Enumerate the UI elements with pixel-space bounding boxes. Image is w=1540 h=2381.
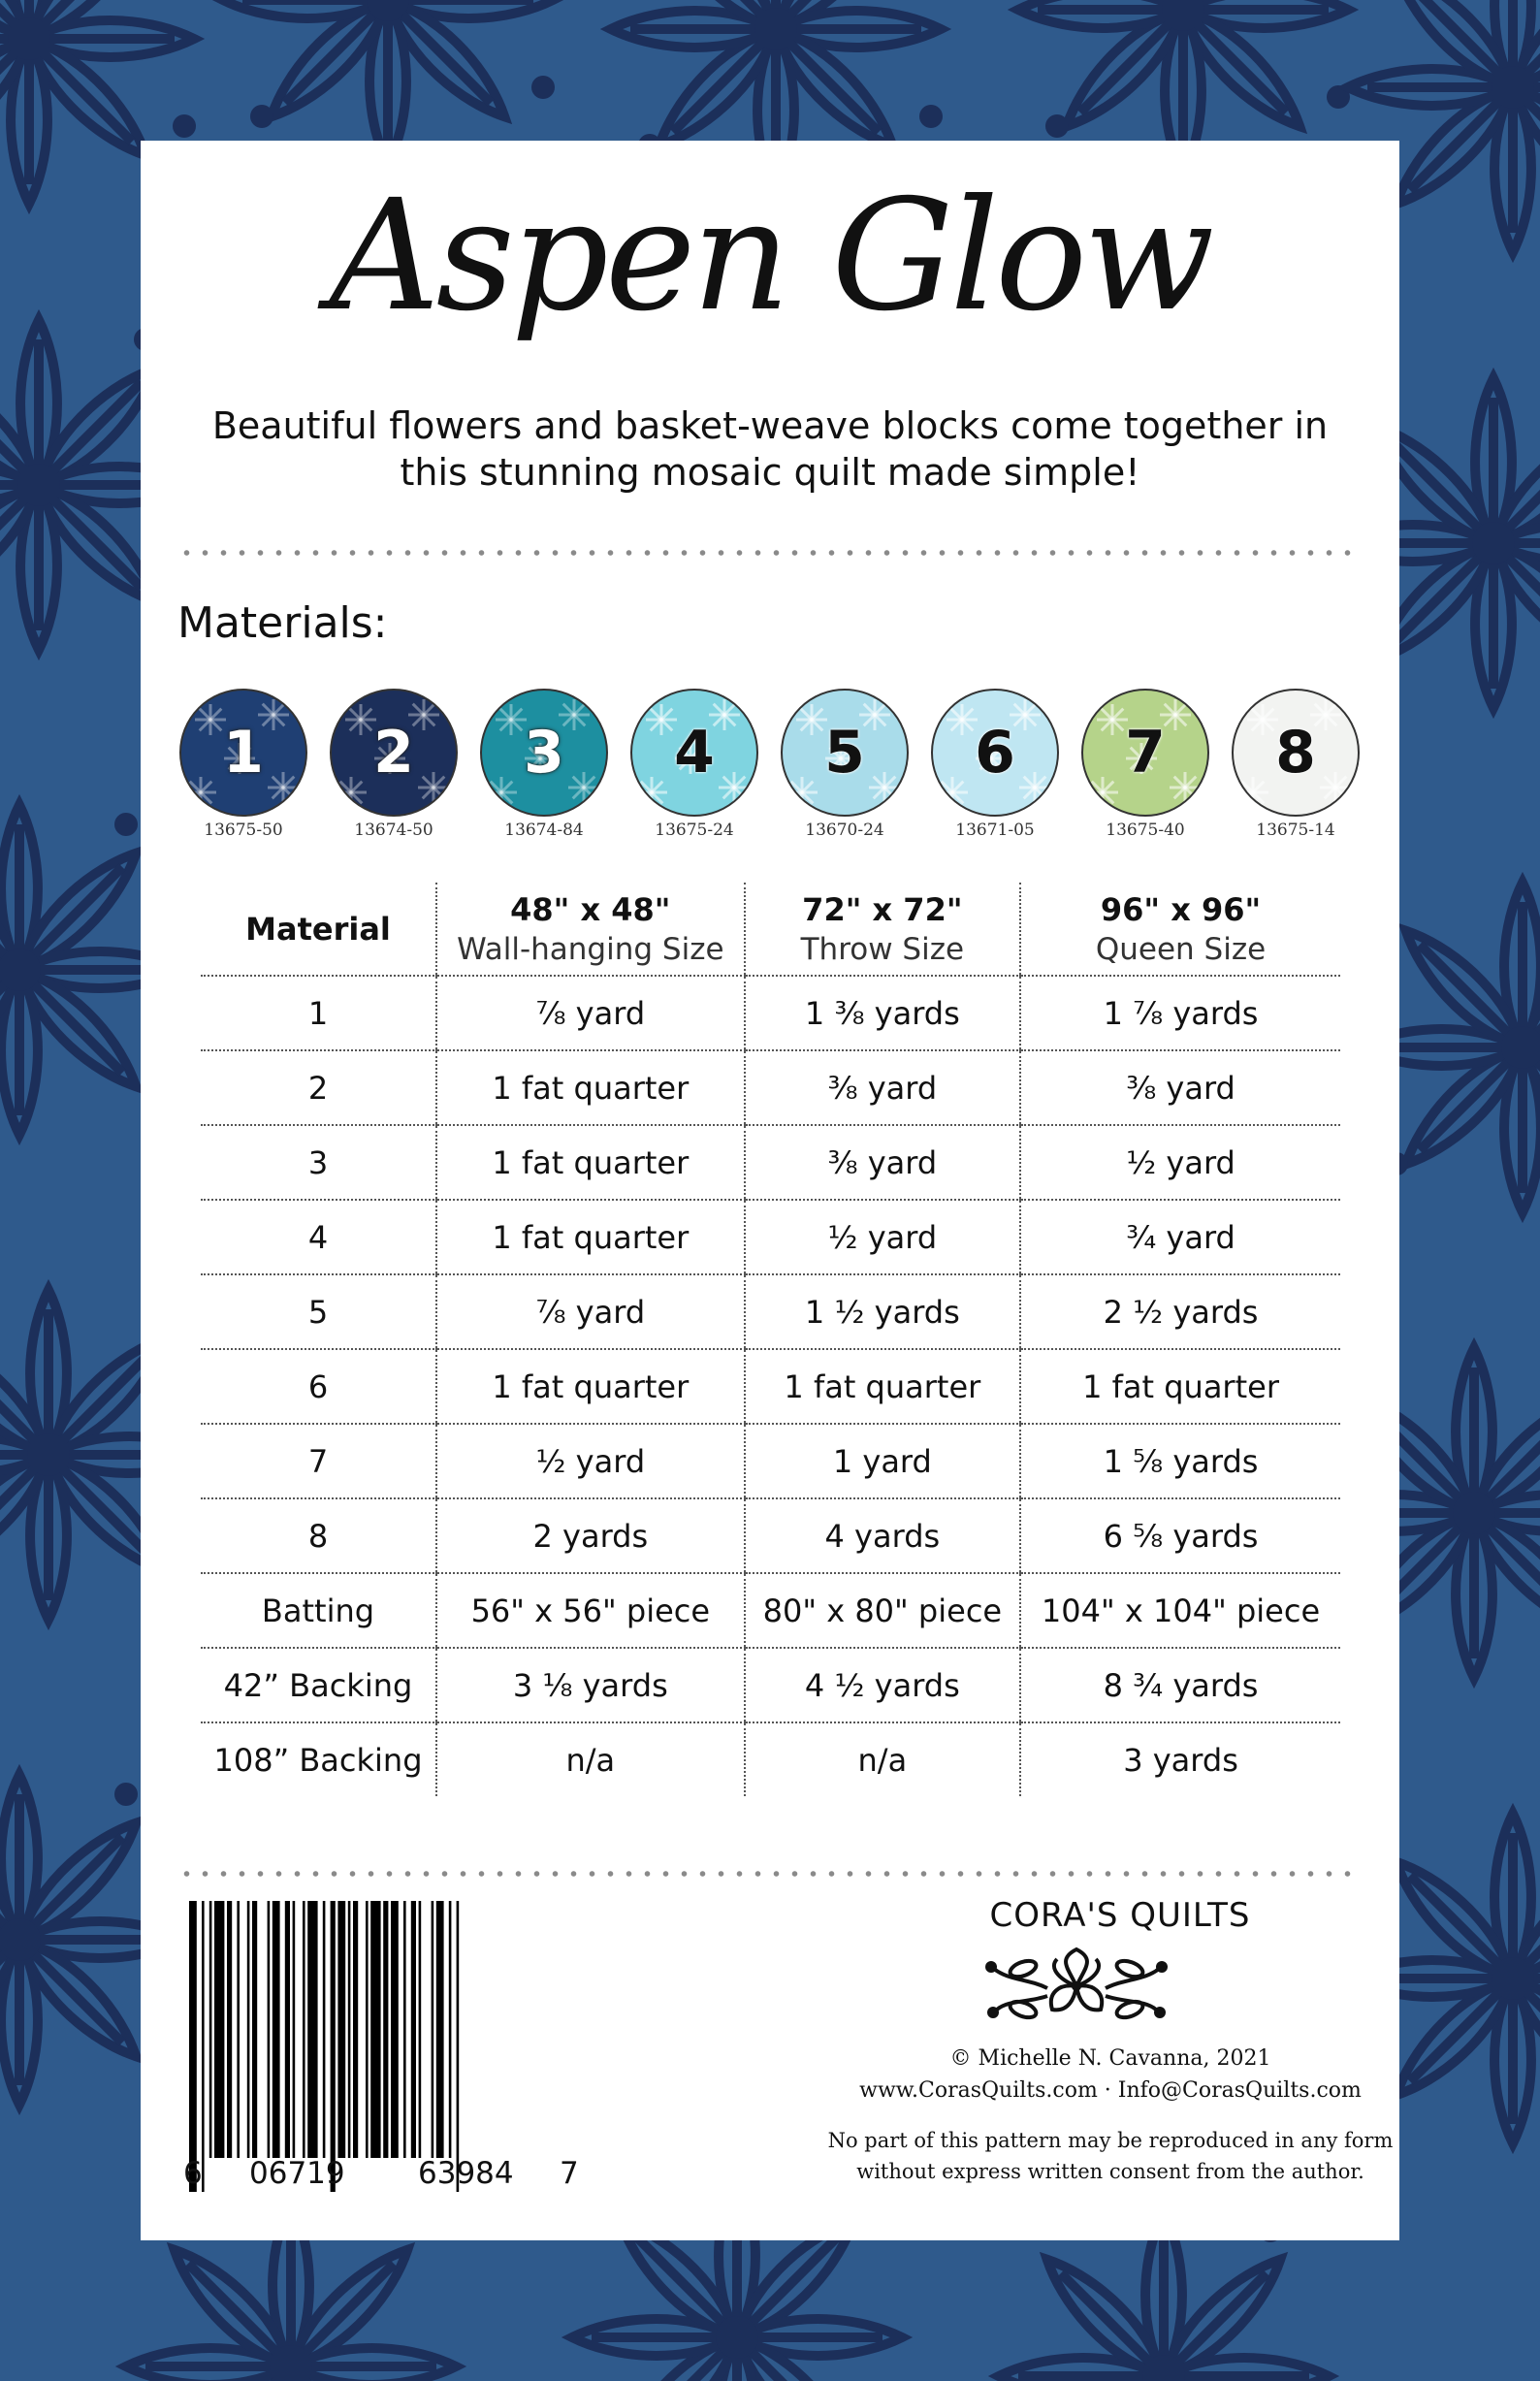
barcode-bar (268, 1901, 271, 2158)
table-row (201, 976, 1340, 1050)
quantity-cell: ½ yard (436, 1424, 745, 1498)
header-size-name: Wall-hanging Size (457, 931, 724, 967)
quantity-cell: 1 ⅞ yards (1020, 976, 1340, 1050)
quantity-cell: ⅜ yard (745, 1050, 1020, 1125)
swatch-sku: 13674-84 (504, 820, 584, 840)
header-queen (1020, 883, 1340, 976)
barcode-bar (370, 1901, 380, 2158)
swatch-sku: 13675-24 (655, 820, 734, 840)
header-size-name: Throw Size (800, 931, 965, 967)
material-label-cell: 42” Backing (201, 1648, 436, 1722)
header-size: 96" x 96" (1100, 890, 1262, 928)
table-row (201, 1050, 1340, 1125)
material-label-cell: 4 (201, 1200, 436, 1274)
swatch-circle (630, 689, 758, 817)
swatch-circle (480, 689, 608, 817)
barcode-bar (457, 1901, 460, 2192)
table-row (201, 1648, 1340, 1722)
swatch-circle (1081, 689, 1209, 817)
fabric-swatch (781, 689, 909, 840)
quantity-cell: n/a (745, 1722, 1020, 1796)
tagline (179, 402, 1361, 496)
material-label-cell: 108” Backing (213, 1741, 423, 1779)
swatch-sku: 13670-24 (805, 820, 884, 840)
barcode-bar (285, 1901, 290, 2158)
barcode-bar (331, 1901, 336, 2192)
table-row (201, 1125, 1340, 1200)
quantity-cell: ½ yard (745, 1200, 1020, 1274)
material-label-cell: 1 (201, 976, 436, 1050)
material-label-cell: 6 (201, 1349, 436, 1424)
quantity-cell: ¾ yard (1020, 1200, 1340, 1274)
quantity-cell: 1 yard (745, 1424, 1020, 1498)
quantity-cell: 56" x 56" piece (436, 1573, 745, 1648)
fabric-swatch (179, 689, 307, 840)
barcode-bar (391, 1901, 399, 2158)
barcode-check-digit: 7 (560, 2156, 579, 2191)
barcode-bar (247, 1901, 250, 2158)
quantity-cell: ½ yard (1020, 1125, 1340, 1200)
barcode-left-digits: 06719 (249, 2156, 345, 2191)
swatch-circle (781, 689, 909, 817)
barcode-bar (383, 1901, 388, 2158)
barcode-bar (214, 1901, 224, 2158)
header-wall-hanging (436, 883, 745, 976)
table-row (201, 1349, 1340, 1424)
flower-logo-icon (979, 1940, 1173, 2032)
quantity-cell: 3 yards (1020, 1722, 1340, 1796)
quantity-cell: ⅞ yard (436, 976, 745, 1050)
quantity-cell: 104" x 104" piece (1020, 1573, 1340, 1648)
materials-heading: Materials: (177, 598, 388, 648)
swatch-circle (179, 689, 307, 817)
header-size-name: Queen Size (1095, 931, 1267, 967)
barcode-bar (209, 1901, 212, 2158)
quantity-cell: 6 ⅝ yards (1020, 1498, 1340, 1573)
barcode-bar (411, 1901, 416, 2158)
material-label-cell: Batting (201, 1573, 436, 1648)
swatch-circle (931, 689, 1059, 817)
swatch-sku: 13671-05 (955, 820, 1035, 840)
barcode-bar (353, 1901, 358, 2158)
table-row (201, 1424, 1340, 1498)
swatch-number: 1 (223, 719, 264, 787)
barcode-bar (303, 1901, 305, 2158)
quantity-cell: 8 ¾ yards (1020, 1648, 1340, 1722)
quantity-cell: 3 ⅛ yards (436, 1648, 745, 1722)
quantity-cell: ⅜ yard (745, 1125, 1020, 1200)
swatch-number: 6 (975, 719, 1015, 787)
swatch-sku: 13674-50 (354, 820, 433, 840)
material-label-cell: 3 (201, 1125, 436, 1200)
material-label-cell: 8 (201, 1498, 436, 1573)
header-size: 72" x 72" (802, 890, 963, 928)
table-row (201, 1498, 1340, 1573)
table-row (201, 1573, 1340, 1648)
fabric-swatch (931, 689, 1059, 840)
materials-table (201, 883, 1340, 1796)
barcode-bar (237, 1901, 240, 2158)
swatch-sku: 13675-40 (1106, 820, 1185, 840)
header-throw (745, 883, 1020, 976)
quantity-cell: 1 fat quarter (436, 1050, 745, 1125)
quantity-cell: 1 fat quarter (745, 1349, 1020, 1424)
swatch-number: 5 (824, 719, 865, 787)
notice-line-1: No part of this pattern may be reproduced in any form (827, 2129, 1394, 2152)
header-size: 48" x 48" (510, 890, 671, 928)
barcode-bar (419, 1901, 422, 2158)
dotted-divider-bottom (177, 1867, 1363, 1881)
barcode-bar (252, 1901, 257, 2158)
pattern-back-card (141, 141, 1399, 2240)
quantity-cell: n/a (436, 1722, 745, 1796)
table-row (201, 1722, 1340, 1796)
tagline-line-2: this stunning mosaic quilt made simple! (400, 451, 1140, 494)
quantity-cell: 2 ½ yards (1020, 1274, 1340, 1349)
quantity-cell: ⅜ yard (1020, 1050, 1340, 1125)
quantity-cell: 1 fat quarter (1020, 1349, 1340, 1424)
quantity-cell: 1 ⅝ yards (1020, 1424, 1340, 1498)
dotted-divider-top (177, 546, 1363, 560)
material-label-cell: 2 (201, 1050, 436, 1125)
copyright: © Michelle N. Cavanna, 2021 (949, 2046, 1271, 2071)
barcode-bar (323, 1901, 326, 2158)
table-header-row (201, 883, 1340, 976)
fabric-swatches (179, 689, 1364, 840)
barcode-right-digits: 63984 (418, 2156, 514, 2191)
quantity-cell: 80" x 80" piece (745, 1573, 1020, 1648)
swatch-number: 4 (674, 719, 715, 787)
pattern-title: Aspen Glow (329, 167, 1211, 345)
swatch-number: 3 (524, 719, 564, 787)
material-label-cell: 5 (201, 1274, 436, 1349)
header-material: Material (201, 883, 436, 976)
quantity-cell: 1 ½ yards (745, 1274, 1020, 1349)
quantity-cell: ⅞ yard (436, 1274, 745, 1349)
fabric-swatch (480, 689, 608, 840)
quantity-cell: 1 fat quarter (436, 1349, 745, 1424)
table-body (201, 976, 1340, 1796)
fabric-swatch (330, 689, 458, 840)
swatch-number: 7 (1125, 719, 1166, 787)
fabric-swatch (630, 689, 758, 840)
barcode-bar (273, 1901, 280, 2158)
barcode-bar (307, 1901, 317, 2158)
barcode-bar (337, 1901, 345, 2158)
quantity-cell: 2 yards (436, 1498, 745, 1573)
material-label-cell: 7 (201, 1424, 436, 1498)
barcode-bar (449, 1901, 452, 2158)
contact-info: www.CorasQuilts.com · Info@CorasQuilts.com (859, 2078, 1362, 2103)
swatch-sku: 13675-50 (204, 820, 283, 840)
brand-name: CORA'S QUILTS (989, 1896, 1251, 1935)
quantity-cell: 4 ½ yards (745, 1648, 1020, 1722)
barcode-first-digit: 6 (183, 2156, 203, 2191)
barcode-bar (189, 1901, 197, 2192)
swatch-circle (1232, 689, 1360, 817)
barcode-bar (403, 1901, 406, 2158)
quantity-cell: 1 ⅜ yards (745, 976, 1020, 1050)
barcode-bar (202, 1901, 205, 2192)
swatch-number: 8 (1275, 719, 1316, 787)
swatch-sku: 13675-14 (1256, 820, 1335, 840)
barcode-bar (366, 1901, 369, 2158)
barcode-bar (348, 1901, 351, 2158)
barcode-bar (293, 1901, 296, 2158)
fabric-swatch (1232, 689, 1360, 840)
table-row (201, 1274, 1340, 1349)
barcode-bar (432, 1901, 434, 2158)
barcode-bar (227, 1901, 232, 2158)
tagline-line-1: Beautiful flowers and basket-weave blocks come together in (211, 404, 1329, 447)
table-row (201, 1200, 1340, 1274)
swatch-circle (330, 689, 458, 817)
quantity-cell: 1 fat quarter (436, 1200, 745, 1274)
fabric-swatch (1081, 689, 1209, 840)
swatch-number: 2 (373, 719, 414, 787)
notice-line-2: without express written consent from the author. (856, 2160, 1364, 2183)
barcode-bar (436, 1901, 444, 2158)
quantity-cell: 4 yards (745, 1498, 1020, 1573)
quantity-cell: 1 fat quarter (436, 1125, 745, 1200)
